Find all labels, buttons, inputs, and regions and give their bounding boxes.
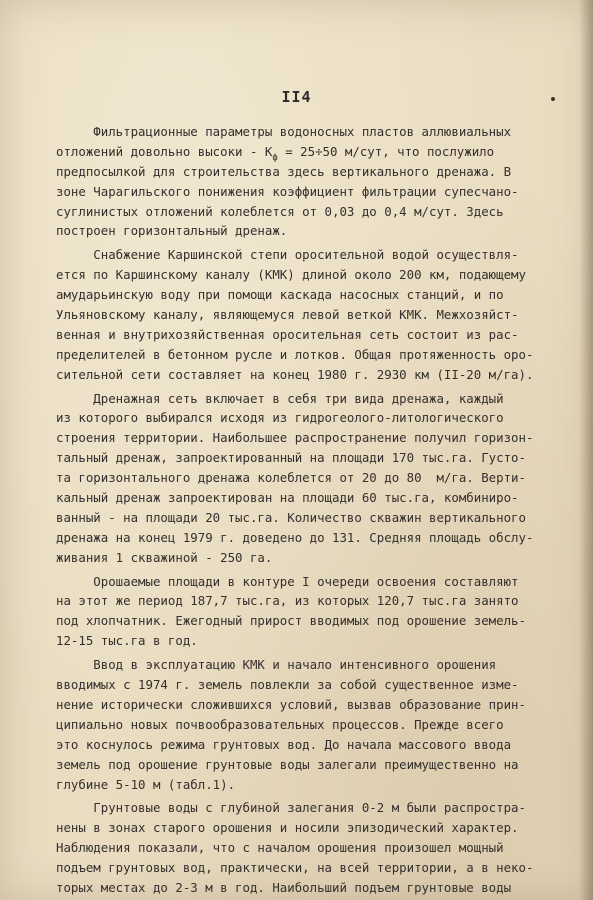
text-line: живания 1 скважиной - 250 га. <box>56 549 273 565</box>
text-line: подъем грунтовых вод, практически, на всей территории, а в неко- <box>56 860 534 876</box>
text-line: строения территории. Наибольшее распространение получил горизон- <box>56 430 534 446</box>
text-line: зоне Чарагильского понижения коэффициент фильтрации супесчано- <box>56 183 519 199</box>
text-line: венная и внутрихозяйственная оросительная сеть состоит из рас- <box>56 326 519 342</box>
text-line: сительной сети составляет на конец 1980 г. 2930 км (II-20 м/га). <box>56 366 534 382</box>
page-number: II4 <box>281 88 312 106</box>
text-line: Орошаемые площади в контуре I очереди освоения составляют <box>56 573 519 589</box>
text-line: Дренажная сеть включает в себя три вида дренажа, каждый <box>56 390 504 406</box>
document-body <box>56 122 546 898</box>
text-line: вводимых с 1974 г. земель повлекли за собой существенное изме- <box>56 677 519 693</box>
ink-dot-mark <box>551 97 555 101</box>
text-line: суглинистых отложений колеблется от 0,03 до 0,4 м/сут. Здесь <box>56 203 504 219</box>
paragraph-filtration <box>56 122 546 241</box>
text-line: пределителей в бетонном русле и лотков. Общая протяженность оро- <box>56 346 534 362</box>
text-line: Фильтрационные параметры водоносных пластов аллювиальных <box>56 124 512 139</box>
text-line: та горизонтального дренажа колеблется от 20 до 80 м/га. Верти- <box>56 470 526 486</box>
text-line-kf-lead: отложений довольно высоки - К <box>56 143 273 159</box>
text-line: Грунтовые воды с глубиной залегания 0-2 м были распростра- <box>56 800 526 816</box>
paragraph-commissioning <box>56 655 546 794</box>
paragraph-irrigated <box>56 572 546 652</box>
text-line-kf <box>56 142 546 162</box>
text-line: предпосылкой для строительства здесь вертикального дренажа. В <box>56 163 512 179</box>
text-line-kf-rest: = 25÷50 м/сут, что послужило <box>277 143 495 159</box>
text-line: Снабжение Каршинской степи оросительной водой осуществля- <box>56 247 519 263</box>
text-line: 12-15 тыс.га в год. <box>56 633 198 649</box>
text-line: дренажа на конец 1979 г. доведено до 131. Средняя площадь обслу- <box>56 529 534 545</box>
text-line: построен горизонтальный дренаж. <box>56 223 288 239</box>
text-line: это коснулось режима грунтовых вод. До начала массового ввода <box>56 736 512 752</box>
text-line: глубине 5-10 м (табл.1). <box>56 776 236 792</box>
text-line: ванный - на площади 20 тыс.га. Количество скважин вертикального <box>56 509 526 525</box>
text-line: торых местах до 2-3 м в год. Наибольший подъем грунтовые воды <box>56 879 512 895</box>
text-line: из которого выбирался исходя из гидрогеолого-литологического <box>56 410 504 426</box>
text-line: тальный дренаж, запроектированный на площади 170 тыс.га. Густо- <box>56 450 526 466</box>
text-line: Ввод в эксплуатацию КМК и начало интенсивного орошения <box>56 657 497 673</box>
binding-edge-shadow <box>579 0 593 900</box>
text-line: Ульяновскому каналу, являющемуся левой веткой КМК. Межхозяйст- <box>56 307 519 323</box>
kf-subscript: ф <box>272 152 278 162</box>
text-line: Наблюдения показали, что с началом орошения произошел мощный <box>56 840 504 856</box>
text-line: кальный дренаж запроектирован на площади 60 тыс.га, комбиниро- <box>56 490 519 506</box>
text-line: нены в зонах старого орошения и носили эпизодический характер. <box>56 820 519 836</box>
text-line: под хлопчатник. Ежегодный прирост вводимых под орошение земель- <box>56 613 526 629</box>
text-line: ципиально новых почвообразовательных процессов. Прежде всего <box>56 716 504 732</box>
text-line: ется по Каршинскому каналу (КМК) длиной около 200 км, подающему <box>56 267 526 283</box>
text-line: нение исторически сложившихся условий, вызвав образование прин- <box>56 696 526 712</box>
paragraph-water-supply <box>56 245 546 384</box>
text-line: амударьинскую воду при помощи каскада насосных станций, и по <box>56 287 504 303</box>
paragraph-groundwater <box>56 798 546 897</box>
text-line: земель под орошение грунтовые воды залегали преимущественно на <box>56 756 519 772</box>
paragraph-drainage <box>56 389 546 568</box>
text-line: на этот же период 187,7 тыс.га, из которых 120,7 тыс.га занято <box>56 593 519 609</box>
